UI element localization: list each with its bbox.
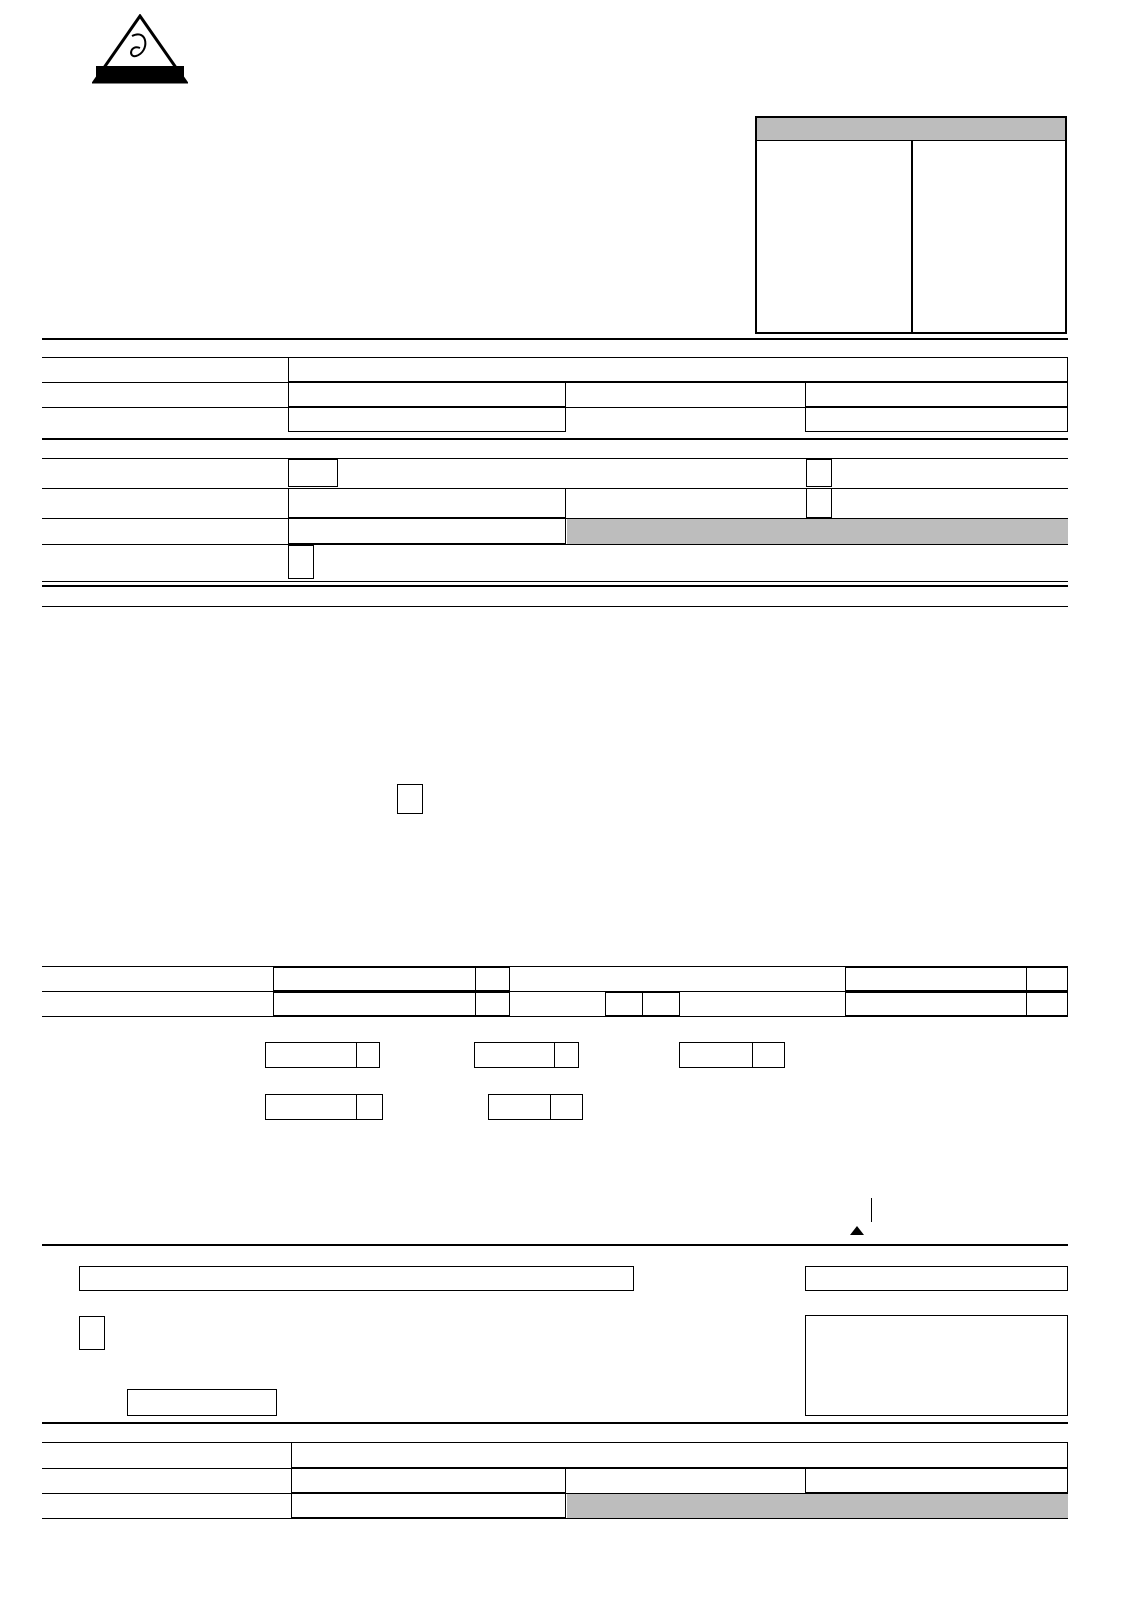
dob-field[interactable] <box>288 488 566 518</box>
b19-arrow-icon <box>850 1226 864 1235</box>
spouse-name-field[interactable] <box>291 1442 1068 1468</box>
logo-triangle-icon <box>92 14 188 84</box>
lhdn-logo <box>92 14 188 98</box>
office-divider <box>911 141 913 334</box>
b7-income-type-field[interactable] <box>397 784 423 814</box>
declarant-ic-field[interactable] <box>805 1266 1068 1291</box>
spouse-passport-field[interactable] <box>291 1493 566 1518</box>
office-use-header <box>757 118 1065 141</box>
spouse-dob-field[interactable] <box>805 1468 1068 1493</box>
b15-s132-field[interactable] <box>488 1094 583 1120</box>
passport-field[interactable] <box>288 407 566 432</box>
tax-no-field[interactable] <box>288 382 566 407</box>
declaration-date-field[interactable] <box>127 1389 277 1416</box>
b13-zakat-field[interactable] <box>679 1042 785 1068</box>
marital-field[interactable] <box>806 488 832 518</box>
b15-s110-field[interactable] <box>265 1094 383 1120</box>
b11a-amount[interactable] <box>845 967 1068 991</box>
registered-passport-field[interactable] <box>805 407 1068 432</box>
name-field[interactable] <box>288 357 1068 382</box>
a5-shaded <box>567 519 1068 544</box>
b19-sign-divider <box>871 1198 872 1222</box>
signature-field[interactable] <box>805 1315 1068 1416</box>
spouse-ic-field[interactable] <box>291 1468 566 1493</box>
declarant-name-field[interactable] <box>79 1266 634 1291</box>
tax-rate-field-1[interactable] <box>605 992 643 1016</box>
nationality-field[interactable] <box>288 459 338 487</box>
assessment-type-field[interactable] <box>288 545 314 579</box>
tax-rate-field-2[interactable] <box>642 992 680 1016</box>
c4-shaded <box>567 1494 1068 1518</box>
declaration-type-field[interactable] <box>79 1316 105 1350</box>
gender-field[interactable] <box>806 459 832 487</box>
ic-no-field[interactable] <box>805 382 1068 407</box>
marriage-date-field[interactable] <box>288 518 566 544</box>
b11b-amount[interactable] <box>845 992 1068 1016</box>
b13-self-field[interactable] <box>265 1042 380 1068</box>
b13-spouse-field[interactable] <box>474 1042 579 1068</box>
